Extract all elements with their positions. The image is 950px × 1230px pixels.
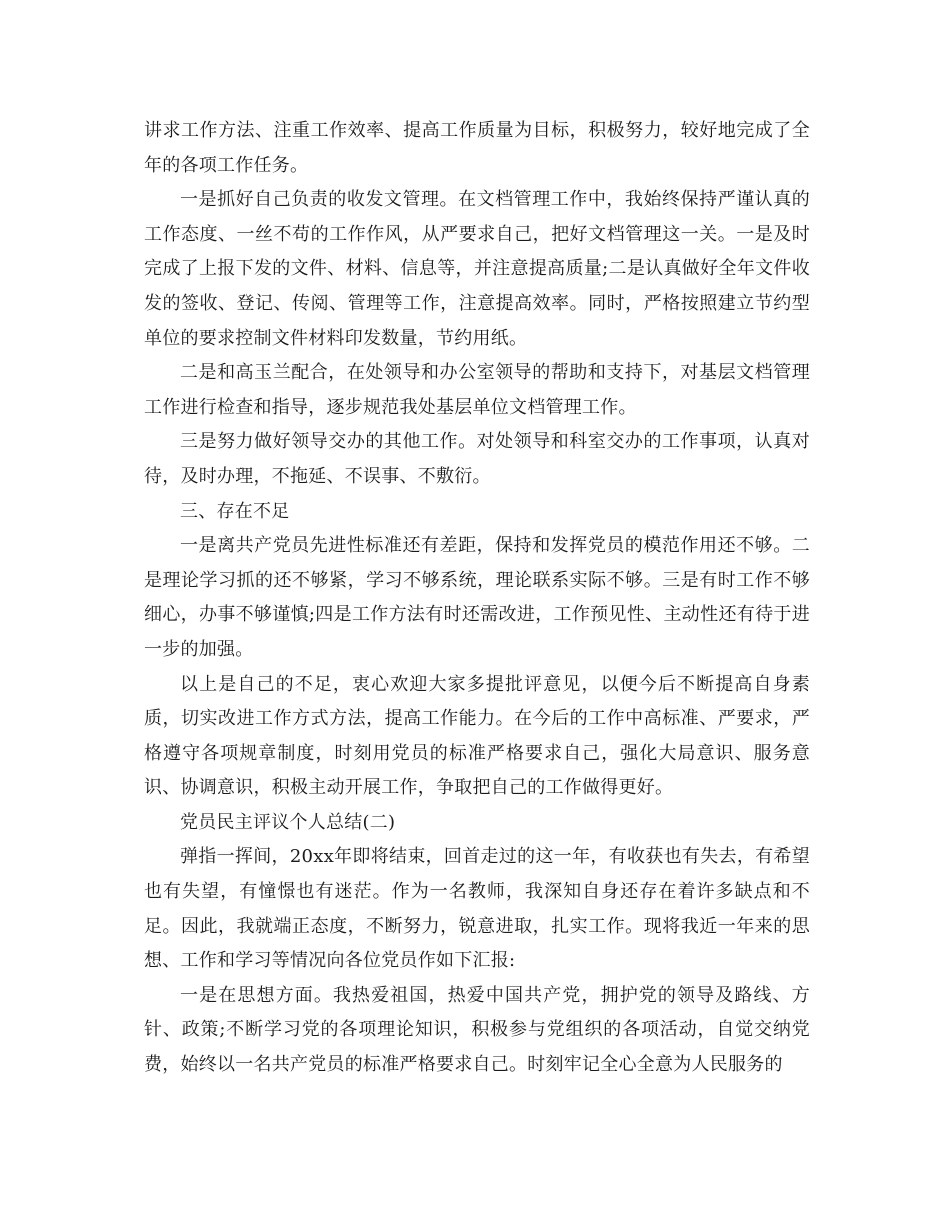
paragraph-3: 二是和高玉兰配合，在处领导和办公室领导的帮助和支持下，对基层文档管理工作进行检查和指导，逐步规范我处基层单位文档管理工作。	[144, 362, 810, 418]
paragraph-6: 一是离共产党员先进性标准还有差距，保持和发挥党员的模范作用还不够。二是理论学习抓的还不够紧，学习不够系统，理论联系实际不够。三是有时工作不够细心，办事不够谨慎;四是工作方法有时还需改进，工作预见性、主动性还有待于进一步的加强。	[144, 535, 810, 660]
document-body	[144, 114, 810, 1083]
paragraph-9: 弹指一挥间，20xx年即将结束，回首走过的这一年，有收获也有失去，有希望也有失望，有憧憬也有迷茫。作为一名教师，我深知自身还存在着许多缺点和不足。因此，我就端正态度，不断努力，锐意进取，扎实工作。现将我近一年来的思想、工作和学习等情况向各位党员作如下汇报:	[144, 846, 810, 972]
paragraph-7: 以上是自己的不足，衷心欢迎大家多提批评意见，以便今后不断提高自身素质，切实改进工作方式方法，提高工作能力。在今后的工作中高标准、严要求，严格遵守各项规章制度，时刻用党员的标准严格要求自己，强化大局意识、服务意识、协调意识，积极主动开展工作，争取把自己的工作做得更好。	[144, 673, 810, 799]
paragraph-1: 讲求工作方法、注重工作效率、提高工作质量为目标，积极努力，较好地完成了全年的各项工作任务。	[144, 120, 810, 176]
paragraph-4: 三是努力做好领导交办的其他工作。对处领导和科室交办的工作事项，认真对待，及时办理，不拖延、不误事、不敷衍。	[144, 431, 810, 487]
paragraph-10: 一是在思想方面。我热爱祖国，热爱中国共产党，拥护党的领导及路线、方针、政策;不断学习党的各项理论知识，积极参与党组织的各项活动，自觉交纳党费，始终以一名共产党员的标准严格要求自己。时刻牢记全心全意为人民服务的	[144, 984, 810, 1076]
section-heading-shortcomings: 三、存在不足	[180, 500, 290, 522]
paragraph-2: 一是抓好自己负责的收发文管理。在文档管理工作中，我始终保持严谨认真的工作态度、一丝不苟的工作作风，从严要求自己，把好文档管理这一关。一是及时完成了上报下发的文件、材料、信息等，并注意提高质量;二是认真做好全年文件收发的签收、登记、传阅、管理等工作，注意提高效率。同时，严格按照建立节约型单位的要求控制文件材料印发数量，节约用纸。	[144, 189, 810, 349]
section-heading-summary-two: 党员民主评议个人总结(二)	[180, 811, 396, 833]
